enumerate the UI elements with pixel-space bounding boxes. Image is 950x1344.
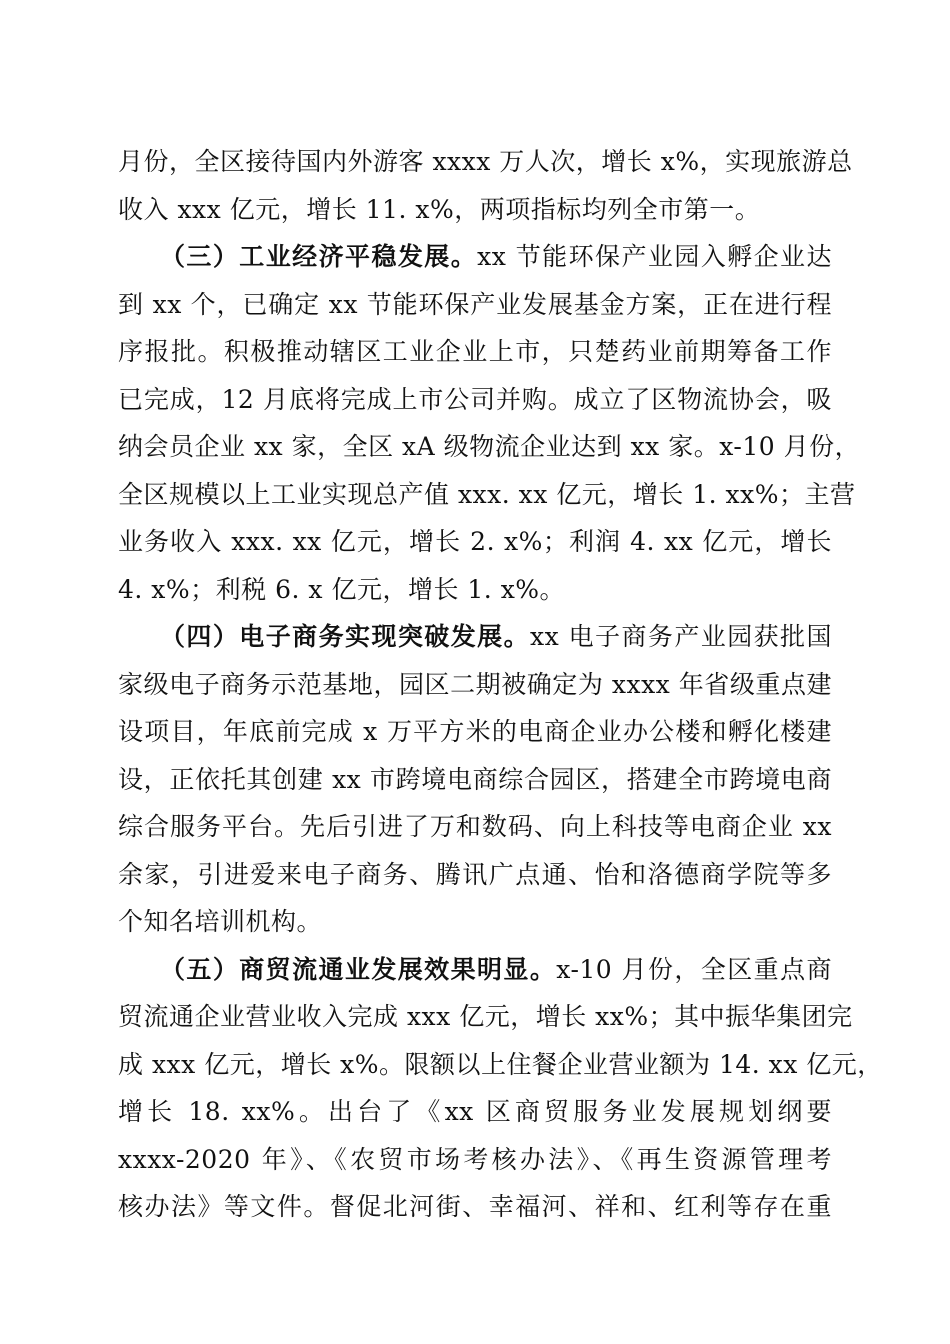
paragraph-industry bbox=[118, 233, 861, 613]
paragraph-ecommerce bbox=[118, 613, 832, 946]
text-line bbox=[118, 233, 832, 281]
text-line: 个知名培训机构。 bbox=[118, 907, 323, 936]
text-line: 核办法》等文件。督促北河街、幸福河、祥和、红利等存在重 bbox=[118, 1192, 832, 1221]
text-line: 业务收入 xxx. xx 亿元，增长 2. x%；利润 4. xx 亿元，增长 bbox=[118, 527, 832, 556]
text-run: x-10 月份，全区重点商 bbox=[556, 954, 832, 984]
text-line: 综合服务平台。先后引进了万和数码、向上科技等电商企业 xx bbox=[118, 812, 832, 841]
text-line bbox=[118, 946, 832, 994]
text-run: xx 电子商务产业园获批国 bbox=[530, 622, 832, 651]
text-line: 到 xx 个，已确定 xx 节能环保产业发展基金方案，正在进行程 bbox=[118, 289, 832, 319]
text-line bbox=[118, 613, 832, 661]
text-line: xxxx-2020 年》、《农贸市场考核办法》、《再生资源管理考 bbox=[118, 1144, 832, 1174]
section-heading-industry: （三）工业经济平稳发展。 bbox=[160, 242, 478, 271]
text-line: 设项目，年底前完成 x 万平方米的电商企业办公楼和孵化楼建 bbox=[118, 717, 832, 746]
document-page bbox=[118, 138, 883, 1231]
text-line: 贸流通企业营业收入完成 xxx 亿元，增长 xx%；其中振华集团完 bbox=[118, 1002, 853, 1031]
section-heading-commerce: （五）商贸流通业发展效果明显。 bbox=[160, 954, 557, 984]
paragraph-commerce bbox=[118, 946, 883, 1231]
text-line: 序报批。积极推动辖区工业企业上市，只楚药业前期筹备工作 bbox=[118, 337, 832, 366]
text-line: 已完成，12 月底将完成上市公司并购。成立了区物流协会，吸 bbox=[118, 384, 832, 414]
text-line: 余家，引进爱来电子商务、腾讯广点通、怡和洛德商学院等多 bbox=[118, 859, 832, 889]
text-line: 设，正依托其创建 xx 市跨境电商综合园区，搭建全市跨境电商 bbox=[118, 764, 832, 794]
paragraph-tourism-continuation bbox=[118, 138, 853, 233]
text-run: xx 节能环保产业园入孵企业达 bbox=[477, 242, 832, 271]
text-line: 成 xxx 亿元，增长 x%。限额以上住餐企业营业额为 14. xx 亿元， bbox=[118, 1049, 883, 1079]
text-line: 4. x%；利税 6. x 亿元，增长 1. x%。 bbox=[118, 574, 566, 604]
text-line: 全区规模以上工业实现总产值 xxx. xx 亿元，增长 1. xx%；主营 bbox=[118, 479, 856, 509]
section-heading-ecommerce: （四）电子商务实现突破发展。 bbox=[160, 622, 531, 651]
text-line: 增长 18. xx%。出台了《xx 区商贸服务业发展规划纲要 bbox=[118, 1097, 832, 1126]
text-line: 纳会员企业 xx 家，全区 xA 级物流企业达到 xx 家。x-10 月份， bbox=[118, 432, 861, 461]
text-line: 收入 xxx 亿元，增长 11. x%，两项指标均列全市第一。 bbox=[118, 194, 761, 224]
text-line: 月份，全区接待国内外游客 xxxx 万人次，增长 x%，实现旅游总 bbox=[118, 147, 853, 176]
text-line: 家级电子商务示范基地，园区二期被确定为 xxxx 年省级重点建 bbox=[118, 669, 832, 699]
